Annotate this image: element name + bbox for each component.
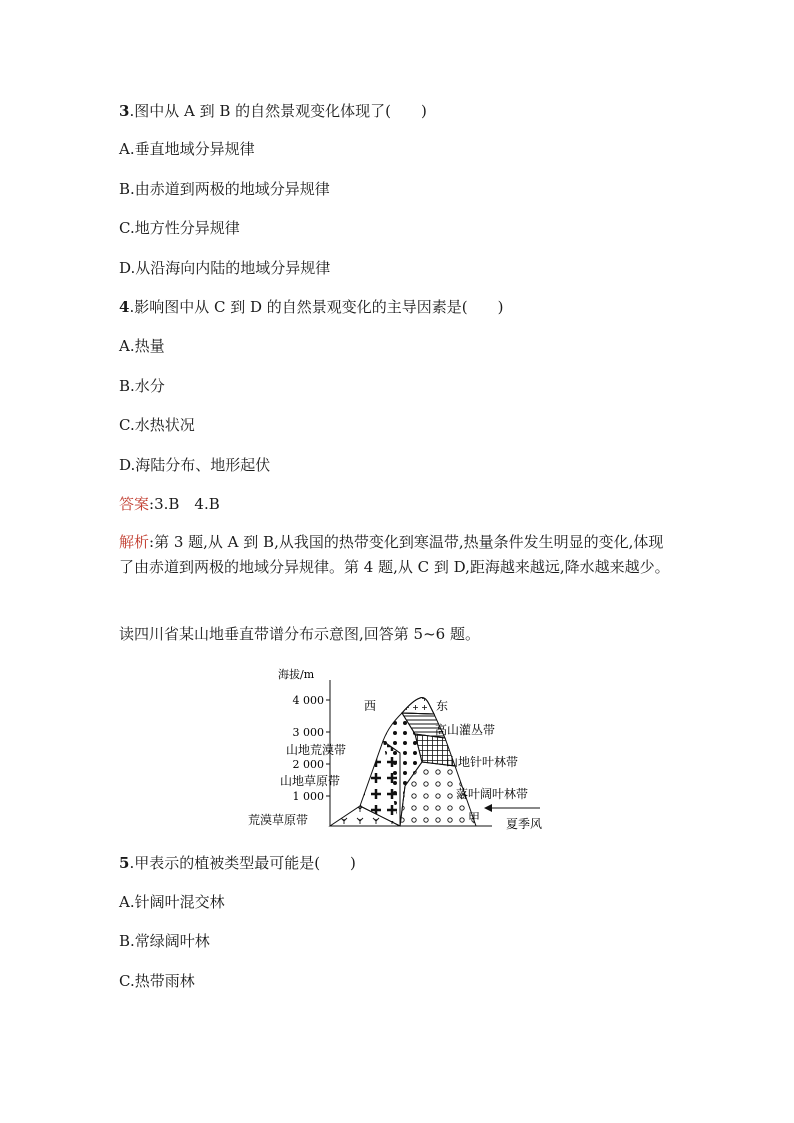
analysis-paragraph [119, 530, 675, 580]
answer-label: 答案 [119, 495, 150, 513]
q5-option-c: C.热带雨林 [119, 972, 195, 990]
y-axis-label: 海拔/m [278, 668, 315, 681]
answer-line [119, 494, 220, 514]
zone-label-alpine-shrub: 高山灌丛带 [435, 723, 496, 737]
question-5-stem [119, 853, 356, 873]
question-text: .甲表示的植被类型最可能是( ) [129, 854, 356, 872]
q4-option-b: B.水分 [119, 377, 165, 395]
zone-label-coniferous: 山地针叶林带 [446, 755, 519, 769]
question-4-stem [119, 297, 504, 317]
question-number: 5 [119, 854, 130, 872]
q5-option-a: A.针阔叶混交林 [119, 893, 225, 911]
zone-alpine-shrub [402, 697, 434, 714]
q4-option-d: D.海陆分布、地形起伏 [119, 456, 271, 474]
y-tick-label: 2 000 [292, 758, 324, 771]
vertical-zonation-diagram [240, 658, 560, 838]
q3-option-d: D.从沿海向内陆的地域分异规律 [119, 259, 331, 277]
zone-label-desert-steppe: 荒漠草原带 [248, 813, 309, 827]
question-text: .影响图中从 C 到 D 的自然景观变化的主导因素是( ) [129, 298, 504, 316]
q3-option-c: C.地方性分异规律 [119, 219, 240, 237]
question-3-stem [119, 101, 427, 121]
analysis-label: 解析 [119, 533, 150, 551]
reading-prompt: 读四川省某山地垂直带谱分布示意图,回答第 5~6 题。 [119, 625, 480, 643]
q3-option-a: A.垂直地域分异规律 [119, 140, 255, 158]
zone-label-mountain-desert: 山地荒漠带 [286, 743, 347, 757]
west-label: 西 [364, 699, 377, 713]
q5-option-b: B.常绿阔叶林 [119, 932, 210, 950]
question-number: 4 [119, 298, 130, 316]
y-tick-label: 3 000 [292, 726, 324, 739]
answer-text: :3.B 4.B [149, 495, 220, 513]
q4-option-a: A.热量 [119, 337, 165, 355]
question-number: 3 [119, 102, 130, 120]
q3-option-b: B.由赤道到两极的地域分异规律 [119, 180, 330, 198]
y-tick-label: 1 000 [292, 790, 324, 803]
q4-option-c: C.水热状况 [119, 416, 195, 434]
zone-label-deciduous: 落叶阔叶林带 [456, 787, 529, 801]
east-label: 东 [436, 699, 449, 713]
y-tick-label: 4 000 [292, 694, 324, 707]
monsoon-label: 夏季风 [506, 817, 543, 831]
zone-label-mountain-steppe: 山地草原带 [280, 774, 341, 788]
zone-label-jia: 甲 [468, 811, 481, 825]
question-text: .图中从 A 到 B 的自然景观变化体现了( ) [129, 102, 427, 120]
analysis-text: :第 3 题,从 A 到 B,从我国的热带变化到寒温带,热量条件发生明显的变化,体现了由赤道到两极的地域分异规律。第 4 题,从 C 到 D,距海越来越远,降水越来越少。 [119, 533, 670, 576]
